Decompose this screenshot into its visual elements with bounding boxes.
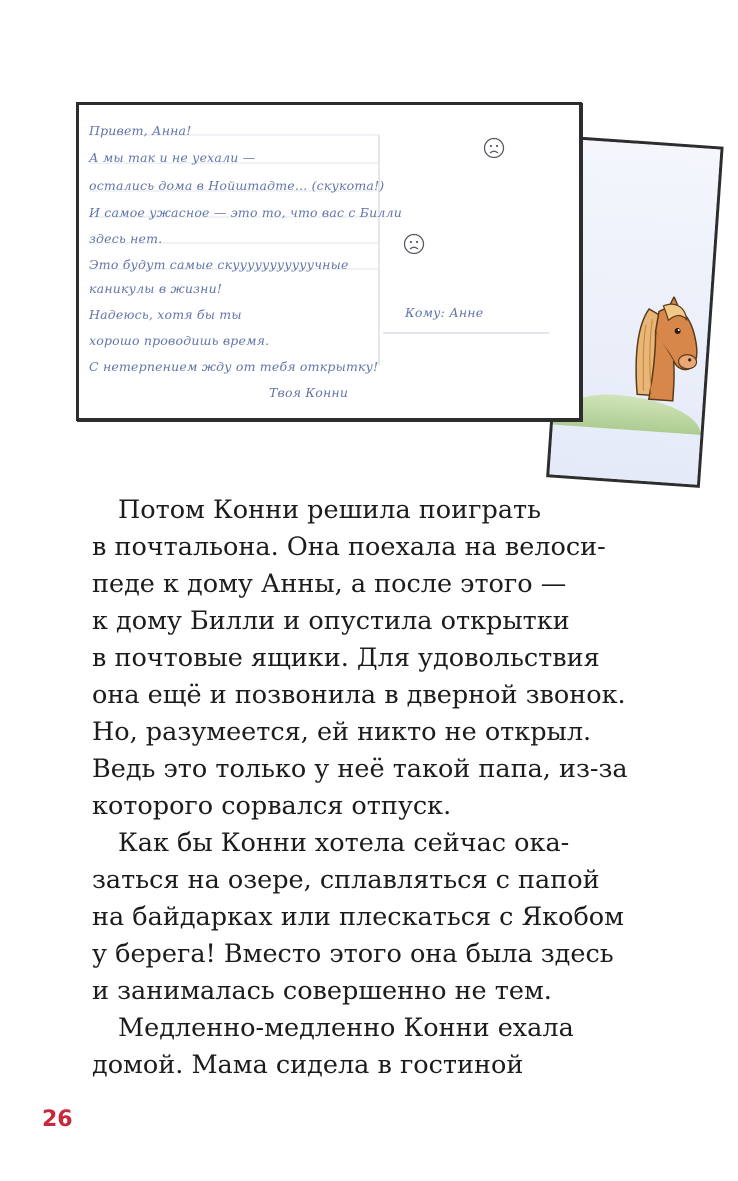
text-line: она ещё и позвонила в дверной звонок.: [92, 680, 626, 710]
text-line: Потом Конни решила поиграть: [118, 495, 542, 525]
postcard-signature: Твоя Конни: [269, 385, 349, 400]
text-line: заться на озере, сплавляться с папой: [92, 865, 600, 895]
handwritten-postcard: [76, 102, 582, 421]
postcard-line: Это будут самые скууууууууууучные: [89, 257, 349, 272]
text-line: в почтовые ящики. Для удовольствия: [92, 643, 600, 673]
text-line: педе к дому Анны, а после этого —: [92, 569, 567, 599]
text-line: на байдарках или плескаться с Якобом: [92, 902, 624, 932]
sad-face-icon: [483, 137, 505, 159]
postcard-address: Кому: Анне: [405, 305, 484, 320]
postcard-line: каникулы в жизни!: [89, 281, 223, 296]
page-number: 26: [42, 1107, 73, 1132]
postcard-line: Привет, Анна!: [89, 123, 192, 138]
postcard-line: И самое ужасное — это то, что вас с Билли: [89, 205, 402, 220]
text-line: которого сорвался отпуск.: [92, 791, 452, 821]
text-line: у берега! Вместо этого она была здесь: [92, 939, 614, 969]
postcard-line: Надеюсь, хотя бы ты: [89, 307, 242, 322]
postcard-line: С нетерпением жду от тебя открытку!: [89, 359, 379, 374]
text-line: Но, разумеется, ей никто не открыл.: [92, 717, 592, 747]
postcard-line: А мы так и не уехали —: [89, 150, 256, 165]
text-line: и занималась совершенно не тем.: [92, 976, 552, 1006]
sad-face-icon: [403, 233, 425, 255]
text-line: Ведь это только у неё такой папа, из-за: [92, 754, 628, 784]
postcard-illustration: [70, 96, 670, 476]
pony-illustration: [629, 294, 712, 407]
postcard-line: здесь нет.: [89, 231, 163, 246]
text-line: домой. Мама сидела в гостиной: [92, 1050, 524, 1080]
text-line: Как бы Конни хотела сейчас ока-: [118, 828, 570, 858]
text-line: в почтальона. Она поехала на велоси-: [92, 532, 606, 562]
text-line: к дому Билли и опустила открытки: [92, 606, 570, 636]
postcard-line: хорошо проводишь время.: [89, 333, 270, 348]
postcard-line: остались дома в Нойштадте... (скукота!): [89, 178, 385, 193]
text-line: Медленно-медленно Конни ехала: [118, 1013, 574, 1043]
